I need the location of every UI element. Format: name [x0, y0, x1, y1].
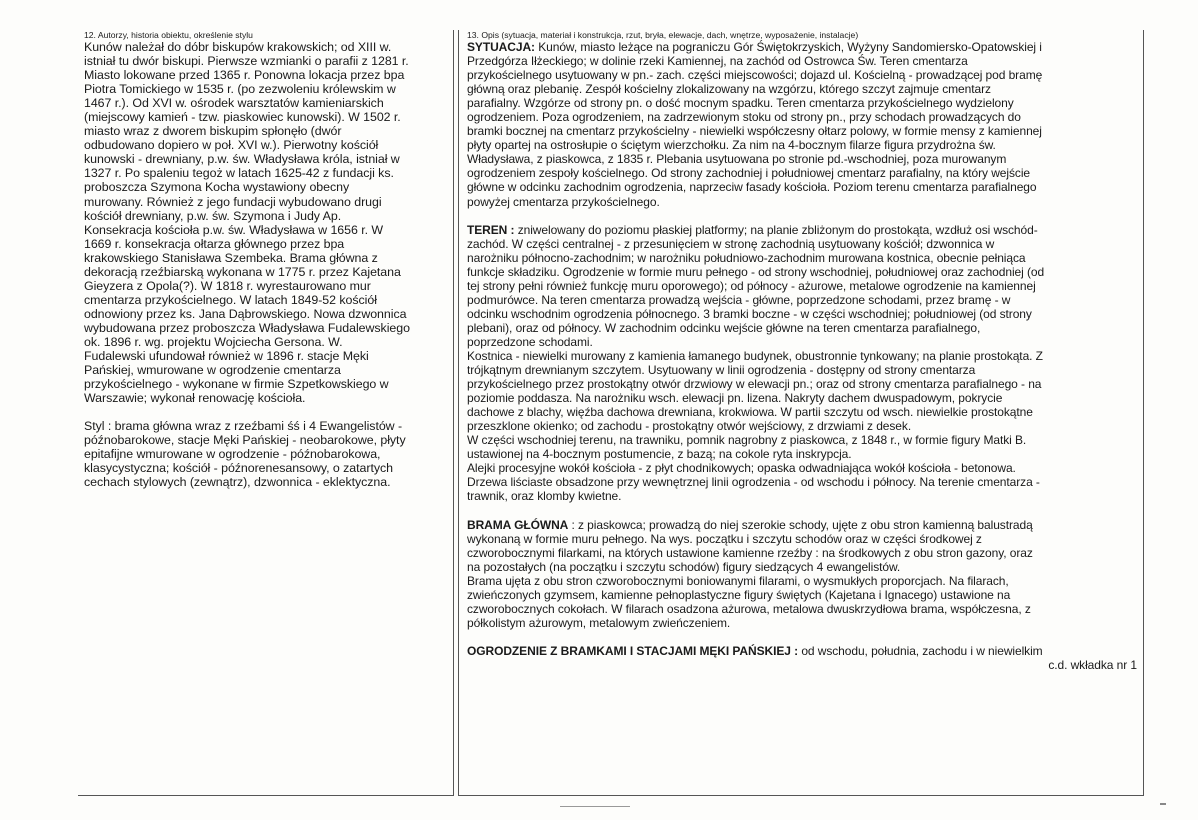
sytuacja-line: parafialny. Wzgórze od strony pn. o dość mocnym spadku. Teren cmentarza przykościelnego wydzielony [467, 96, 1014, 111]
sytuacja-line: bramki bocznej na cmentarz przykościelny - niewielki współczesny ołtarz polowy, w formie mensy z kamiennej [467, 124, 1042, 139]
corner-mark [1160, 803, 1166, 805]
teren-first-line [467, 223, 1137, 237]
teren-line: ustawionej na 4-bocznym postumencie, z bazą; na cokole ryta inskrypcja. [467, 447, 852, 462]
history-line: Gieyzera z Opola(?). W 1818 r. wyrestaurowano mur [84, 278, 371, 293]
ogrodzenie-text: od wschodu, południa, zachodu i w niewielkim [798, 643, 1043, 658]
style-line: późnobarokowe, stacje Męki Pańskiej - neobarokowe, płyty [84, 433, 406, 448]
brama-line: Brama ujęta z obu stron czworobocznymi boniowanymi filarami, o wysmukłych proporcjach. Na filarach, [467, 573, 1009, 588]
teren-line: przykościelnego przez prostokątny otwór drzwiowy w elewacji pn.; oraz od strony cmentarza parafialnego - na [467, 377, 1042, 392]
bottom-rule [560, 806, 630, 807]
teren-line: plebani), oraz od północy. W zachodnim odcinku wejście główne na teren cmentarza parafialnego, [467, 320, 981, 335]
history-line: ok. 1896 r. wg. projektu Wojciecha Gersona. W. [84, 334, 343, 349]
history-line: odnowiony przez ks. Jana Dąbrowskiego. Nowa dzwonnica [84, 306, 407, 321]
history-line: (miejscowy kamień - tzw. piaskowiec kunowski). W 1502 r. [84, 110, 401, 125]
sytuacja-line: Kunów, miasto leżące na pograniczu Gór Świętokrzyskich, Wyżyny Sandomiersko-Opatowskiej i [534, 40, 1042, 54]
history-line: Konsekracja kościoła p.w. św. Władysława w 1656 r. W [84, 222, 384, 237]
ogrodzenie-line [467, 644, 1137, 658]
brama-line: na pozostałych (na początku i szczytu schodów) figury siedzących 4 ewangelistów. [467, 559, 901, 574]
history-line: 1669 r. konsekracja ołtarza głównego przez bpa [84, 236, 345, 251]
teren-line: trawnik, oraz klomby kwietne. [467, 489, 622, 504]
brama-line: : z piaskowca; prowadzą do niej szerokie schody, ujęte z obu stron kamienną balustradą [568, 517, 1033, 532]
teren-line: funkcje składziku. Ogrodzenie w formie muru pełnego - od strony wschodniej, południowej oraz zachodniej (od [467, 264, 1045, 279]
history-line: dekoracją rzeźbiarską wykonana w 1775 r. przez Kajetana [84, 264, 401, 279]
brama-line: czworobocznych cokołach. W filarach osadzona ażurowa, metalowa dwuskrzydłowa brama, współczesna, z [467, 601, 1031, 616]
style-line: epitafijne wmurowane w ogrodzenie - późnobarokowa, [84, 447, 381, 462]
style-line: klasycystyczna; kościół - późnorenesansowy, o zatartych [84, 461, 393, 476]
sytuacja-section [467, 40, 1137, 209]
history-line: istniał tu dwór biskupi. Pierwsze wzmianki o parafii z 1281 r. [84, 54, 409, 69]
teren-line: Alejki procesyjne wokół kościoła - z płyt chodnikowych; opaska odwadniająca wokół kościoła - betonowa. [467, 461, 1016, 476]
history-line: 1327 r. Po spaleniu tegoż w latach 1625-42 z fundacji ks. [84, 166, 394, 181]
sytuacja-line: ogrodzeniem. Poza ogrodzeniem, na zadrzewionym stoku od strony pn., przy schodach prowadzących do [467, 110, 1021, 125]
history-text [84, 40, 449, 405]
history-column [78, 30, 454, 796]
style-line: cechach stylowych (zewnątrz), dzwonnica - eklektyczna. [84, 475, 391, 490]
teren-line: zniwelowany do poziomu płaskiej platformy; na planie zbliżonym do prostokąta, wzdłuż osi wschód- [514, 222, 1038, 237]
history-line: Warszawie; wykonał renowację kościoła. [84, 391, 306, 406]
history-line: cmentarza przykościelnego. W latach 1849-52 kościół [84, 292, 377, 307]
history-line: Kunów należał do dóbr biskupów krakowskich; od XIII w. [84, 40, 392, 54]
history-line: odbudowano dopiero w poł. XVI w.). Pierwotny kościół [84, 138, 379, 153]
history-line: Fudalewski ufundował również w 1896 r. stacje Męki [84, 349, 369, 364]
history-line: Pańskiej, wmurowane w ogrodzenie cmentarza [84, 363, 341, 378]
continued-note: c.d. wkładka nr 1 [1048, 657, 1137, 672]
history-line: murowany. Również z jego fundacji wybudowano drugi [84, 194, 382, 209]
teren-section [467, 223, 1137, 504]
section-12-header: 12. Autorzy, historia obiektu, określenie stylu [84, 30, 253, 40]
teren-line: Drzewa liściaste obsadzone przy wewnętrznej linii ogrodzenia - od wschodu i północy. Na terenie cmentarza - [467, 475, 1040, 490]
sytuacja-line: ogrodzeniem zespoły kościelnego. Od strony zachodniej i południowej cmentarz parafialny, na który wejście [467, 166, 1031, 181]
sytuacja-line: przykościelnego usytuowany w pn.- zach. części miejscowości; dojazd ul. Kościelną - prowadzącej pod bramę [467, 68, 1043, 83]
description-column [458, 30, 1144, 796]
history-line: krakowskiego Stanisława Szembeka. Brama główna z [84, 250, 378, 265]
teren-line: poprzedzone schodami. [467, 334, 593, 349]
brama-line: zwieńczonych gzymsem, kamienne pełnoplastyczne figury świętych (Kajetana i Ignacego) ustawione na [467, 587, 1011, 602]
style-text [84, 419, 449, 489]
brama-first-line [467, 518, 1137, 532]
history-line: proboszcza Szymona Kocha wystawiony obecny [84, 180, 350, 195]
history-line: 1467 r.). Od XVI w. ośrodek warsztatów kamieniarskich [84, 96, 384, 111]
teren-line: tej strony pełni również funkcję muru oporowego); od północy - ażurowe, metalowe ogrodzenie na kamiennej [467, 278, 1036, 293]
teren-label: TEREN : [467, 222, 515, 237]
teren-line: zachód. W części centralnej - z przesunięciem w stronę zachodnią usytuowany kościół; dzwonnica w [467, 236, 995, 251]
teren-line: przeszklone okienko; od zachodu - prostokątny otwór wejściowy, z drzwiami z desek. [467, 419, 912, 434]
teren-line: trójkątnym drewnianym szczytem. Usytuowany w linii ogrodzenia - dostępny od strony cmentarza [467, 363, 976, 378]
brama-line: czworobocznymi filarkami, na których ustawione kamienne rzeźby : na środkowych z obu stron gazony, oraz [467, 545, 1033, 560]
sytuacja-line: płyty opartej na ostrosłupie o ściętym wierzchołku. Za nim na 4-bocznym filarze figura przydrożna św. [467, 138, 996, 153]
style-line: Styl : brama główna wraz z rzeźbami śś i 4 Ewangelistów - [84, 419, 403, 434]
teren-line: podmurówce. Na teren cmentarza prowadzą wejścia - główne, poprzedzone schodami, przez bramę - w [467, 292, 1011, 307]
teren-line: Kostnica - niewielki murowany z kamienia łamanego budynek, obustronnie tynkowany; na planie prostokąta. Z [467, 348, 1043, 363]
history-line: wybudowana przez proboszcza Władysława Fudalewskiego [84, 320, 410, 335]
brama-line: półkolistym ażurowym, metalowym zwieńczeniem. [467, 615, 731, 630]
sytuacja-line: Władysława, z piaskowca, z 1835 r. Plebania usytuowana po stronie pd.-wschodniej, poza murowanym [467, 152, 1007, 167]
section-13-header: 13. Opis (sytuacja, materiał i konstrukcja, rzut, bryła, elewacje, dach, wnętrze, wyposażenie, instalacje) [467, 30, 859, 40]
teren-line: narożniku północno-zachodnim; w narożniku południowo-zachodnim murowana kostnica, obecnie pełniąca [467, 250, 1026, 265]
brama-label: BRAMA GŁÓWNA [467, 517, 569, 532]
brama-section [467, 518, 1137, 630]
teren-line: W części wschodniej terenu, na trawniku, pomnik nagrobny z piaskowca, z 1848 r., w formie figury Matki B. [467, 433, 1027, 448]
history-line: kunowski - drewniany, p.w. św. Władysława króla, istniał w [84, 152, 400, 167]
sytuacja-line: powyżej cmentarza przykościelnego. [467, 194, 660, 209]
ogrodzenie-label: OGRODZENIE Z BRAMKAMI I STACJAMI MĘKI PAŃSKIEJ : [467, 643, 799, 658]
history-line: miasto wraz z dworem biskupim spłonęło (dwór [84, 124, 342, 139]
history-line: kościół drewniany, p.w. św. Szymona i Judy Ap. [84, 208, 342, 223]
sytuacja-line: główne w odcinku zachodnim ogrodzenia, naprzeciw fasady kościoła. Poziom terenu cmentarza parafialnego [467, 180, 1037, 195]
teren-line: dachowe z blachy, więźba dachowa drewniana, krokwiowa. W partii szczytu od wsch. niewielkie prostokątne [467, 405, 1033, 420]
sytuacja-label: SYTUACJA: [467, 40, 535, 54]
history-line: Miasto lokowane przed 1365 r. Ponowna lokacja przez bpa [84, 68, 405, 83]
teren-line: poziomie poddasza. Na narożniku wsch. elewacji pn. lizena. Nakryty dachem dwuspadowym, pokrycie [467, 391, 1003, 406]
history-line: Piotra Tomickiego w 1535 r. (po zezwoleniu królewskim w [84, 82, 396, 97]
sytuacja-line: Przedgórza Iłżeckiego; w dolinie rzeki Kamiennej, na zachód od Ostrowca Św. Teren cmentarza [467, 54, 968, 69]
teren-line: odcinku wschodnim ogrodzenia północnego. 3 bramki boczne - w części wschodniej; południowej (od strony [467, 306, 1032, 321]
brama-line: wykonaną w formie muru pełnego. Na wys. początku i szczytu schodów oraz w części środkowej z [467, 531, 982, 546]
history-line: przykościelnego - wykonane w firmie Szpetkowskiego w [84, 377, 389, 392]
sytuacja-line: główną oraz plebanię. Zespół kościelny zlokalizowany na wzgórzu, którego szczyt zajmuje cmentarz [467, 82, 991, 97]
sytuacja-first-line [467, 40, 1137, 54]
